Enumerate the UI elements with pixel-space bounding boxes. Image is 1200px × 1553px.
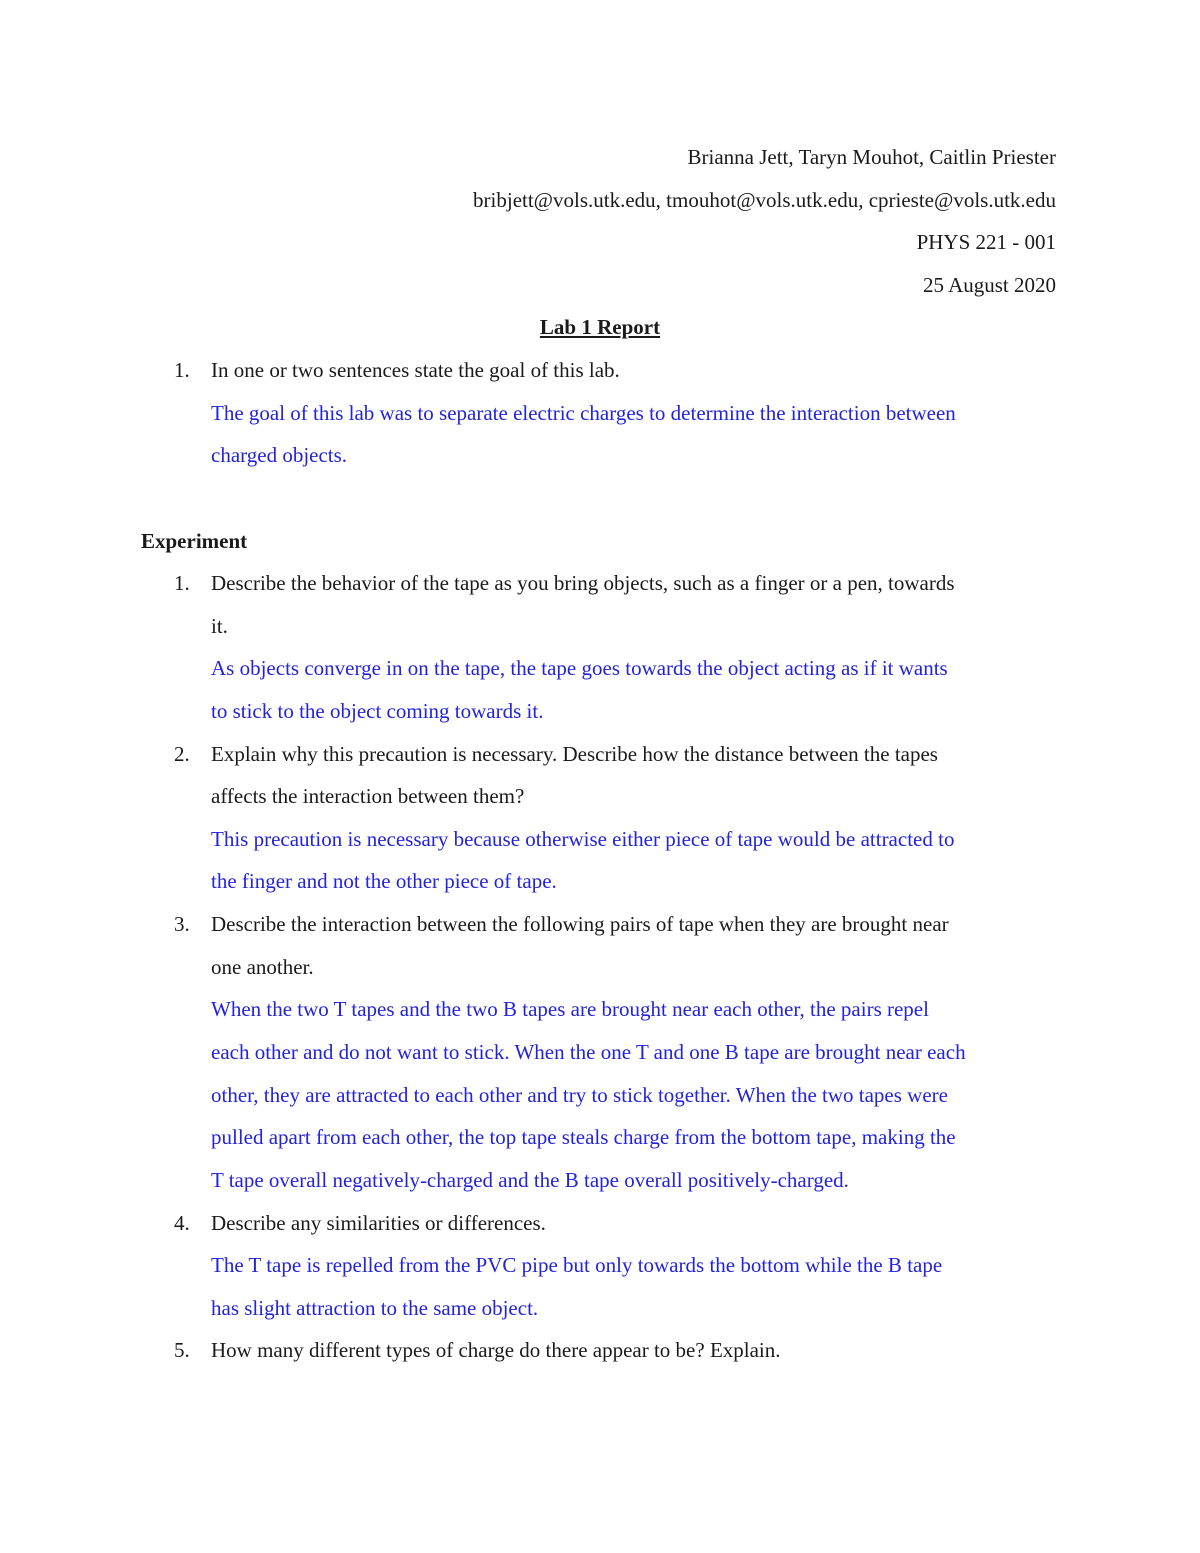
item-question-line: How many different types of charge do there appear to be? Explain. <box>211 1338 781 1362</box>
item-answer-line: The T tape is repelled from the PVC pipe but only towards the bottom while the B tape <box>211 1253 943 1277</box>
item-question-line: affects the interaction between them? <box>211 784 525 808</box>
intro-answer-line: The goal of this lab was to separate electric charges to determine the interaction between <box>211 401 956 425</box>
date-line: 25 August 2020 <box>922 273 1056 297</box>
item-question-line: Explain why this precaution is necessary. Describe how the distance between the tapes <box>211 742 938 766</box>
item-number: 2. <box>174 742 190 766</box>
intro-answer-line: charged objects. <box>211 443 348 467</box>
item-answer-line: has slight attraction to the same object. <box>211 1296 539 1320</box>
item-number: 5. <box>174 1338 190 1362</box>
item-number: 4. <box>174 1211 190 1235</box>
course-line: PHYS 221 - 001 <box>916 230 1056 254</box>
item-answer-line: to stick to the object coming towards it. <box>211 699 544 723</box>
item-answer-line: T tape overall negatively-charged and the B tape overall positively-charged. <box>211 1168 849 1192</box>
report-title: Lab 1 Report <box>539 315 661 339</box>
authors-line: Brianna Jett, Taryn Mouhot, Caitlin Priester <box>687 145 1056 169</box>
item-question-line: Describe the behavior of the tape as you bring objects, such as a finger or a pen, towards <box>211 571 955 595</box>
intro-question: In one or two sentences state the goal of this lab. <box>211 358 620 382</box>
item-number: 3. <box>174 912 190 936</box>
item-answer-line: each other and do not want to stick. When the one T and one B tape are brought near each <box>211 1040 966 1064</box>
item-answer-line: other, they are attracted to each other and try to stick together. When the two tapes were <box>211 1083 948 1107</box>
item-answer-line: When the two T tapes and the two B tapes are brought near each other, the pairs repel <box>211 997 929 1021</box>
item-answer-line: the finger and not the other piece of tape. <box>211 869 557 893</box>
item-question-line: Describe the interaction between the following pairs of tape when they are brought near <box>211 912 949 936</box>
item-answer-line: This precaution is necessary because otherwise either piece of tape would be attracted to <box>211 827 955 851</box>
item-answer-line: pulled apart from each other, the top tape steals charge from the bottom tape, making the <box>211 1125 956 1149</box>
emails-line: bribjett@vols.utk.edu, tmouhot@vols.utk.edu, cprieste@vols.utk.edu <box>473 188 1056 212</box>
item-question-line: Describe any similarities or differences. <box>211 1211 546 1235</box>
item-question-line: one another. <box>211 955 314 979</box>
item-number: 1. <box>174 571 190 595</box>
item-question-line: it. <box>211 614 228 638</box>
intro-number: 1. <box>174 358 190 382</box>
item-answer-line: As objects converge in on the tape, the tape goes towards the object acting as if it wants <box>211 656 948 680</box>
experiment-heading: Experiment <box>141 529 248 553</box>
